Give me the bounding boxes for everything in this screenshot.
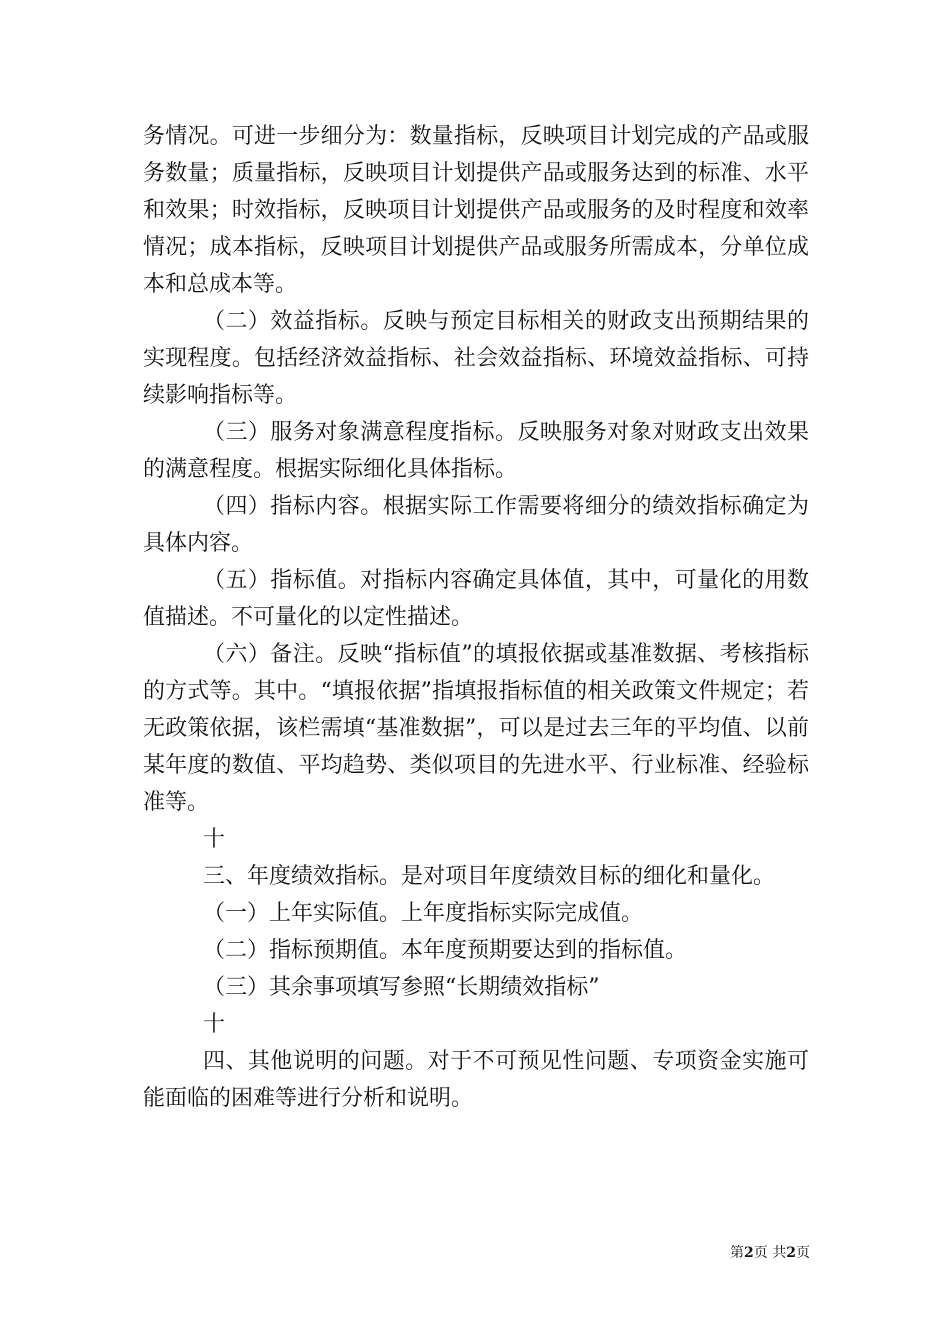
- paragraph-annual-indicator: 三、年度绩效指标。是对项目年度绩效目标的细化和量化。: [203, 864, 776, 889]
- paragraph-indicator-content: （四）指标内容。根据实际工作需要将细分的绩效指标确定为具体内容。: [143, 494, 809, 556]
- footer-total-pages: 2: [786, 1245, 796, 1261]
- paragraph-other-notes: 四、其他说明的问题。对于不可预见性问题、专项资金实施可能面临的困难等进行分析和说明。: [143, 1049, 809, 1111]
- paragraph-last-year-value: （一）上年实际值。上年度指标实际完成值。: [203, 901, 644, 926]
- section-marker: 十: [203, 1012, 226, 1037]
- paragraph-output-indicator-detail: 务情况。可进一步细分为：数量指标，反映项目计划完成的产品或服务数量；质量指标，反映项目计划提供产品或服务达到的标准、水平和效果；时效指标，反映项目计划提供产品或服务的及时程度和效率情况；成本指标，反映项目计划提供产品或服务所需成本，分单位成本和总成本等。: [143, 124, 809, 297]
- footer-current-page: 2: [744, 1245, 754, 1261]
- paragraph-remark: （六）备注。反映“指标值”的填报依据或基准数据、考核指标的方式等。其中。“填报依据”指填报指标值的相关政策文件规定；若无政策依据，该栏需填“基准数据”，可以是过去三年的平均值、以前某年度的数值、平均趋势、类似项目的先进水平、行业标准、经验标准等。: [143, 642, 809, 815]
- paragraph-expected-value: （二）指标预期值。本年度预期要达到的指标值。: [203, 938, 688, 963]
- section-marker: 十: [203, 827, 226, 852]
- paragraph-benefit-indicator: （二）效益指标。反映与预定目标相关的财政支出预期结果的实现程度。包括经济效益指标、社会效益指标、环境效益指标、可持续影响指标等。: [143, 309, 809, 408]
- page-footer: [700, 1244, 810, 1262]
- footer-suffix: 页: [796, 1245, 810, 1261]
- paragraph-indicator-value: （五）指标值。对指标内容确定具体值，其中，可量化的用数值描述。不可量化的以定性描述。: [143, 568, 809, 630]
- document-body: [143, 118, 809, 1117]
- footer-middle: 页 共: [753, 1245, 787, 1261]
- footer-prefix: 第: [730, 1245, 745, 1261]
- paragraph-satisfaction-indicator: （三）服务对象满意程度指标。反映服务对象对财政支出效果的满意程度。根据实际细化具体指标。: [143, 420, 809, 482]
- paragraph-other-items: （三）其余事项填写参照“长期绩效指标”: [203, 975, 600, 1000]
